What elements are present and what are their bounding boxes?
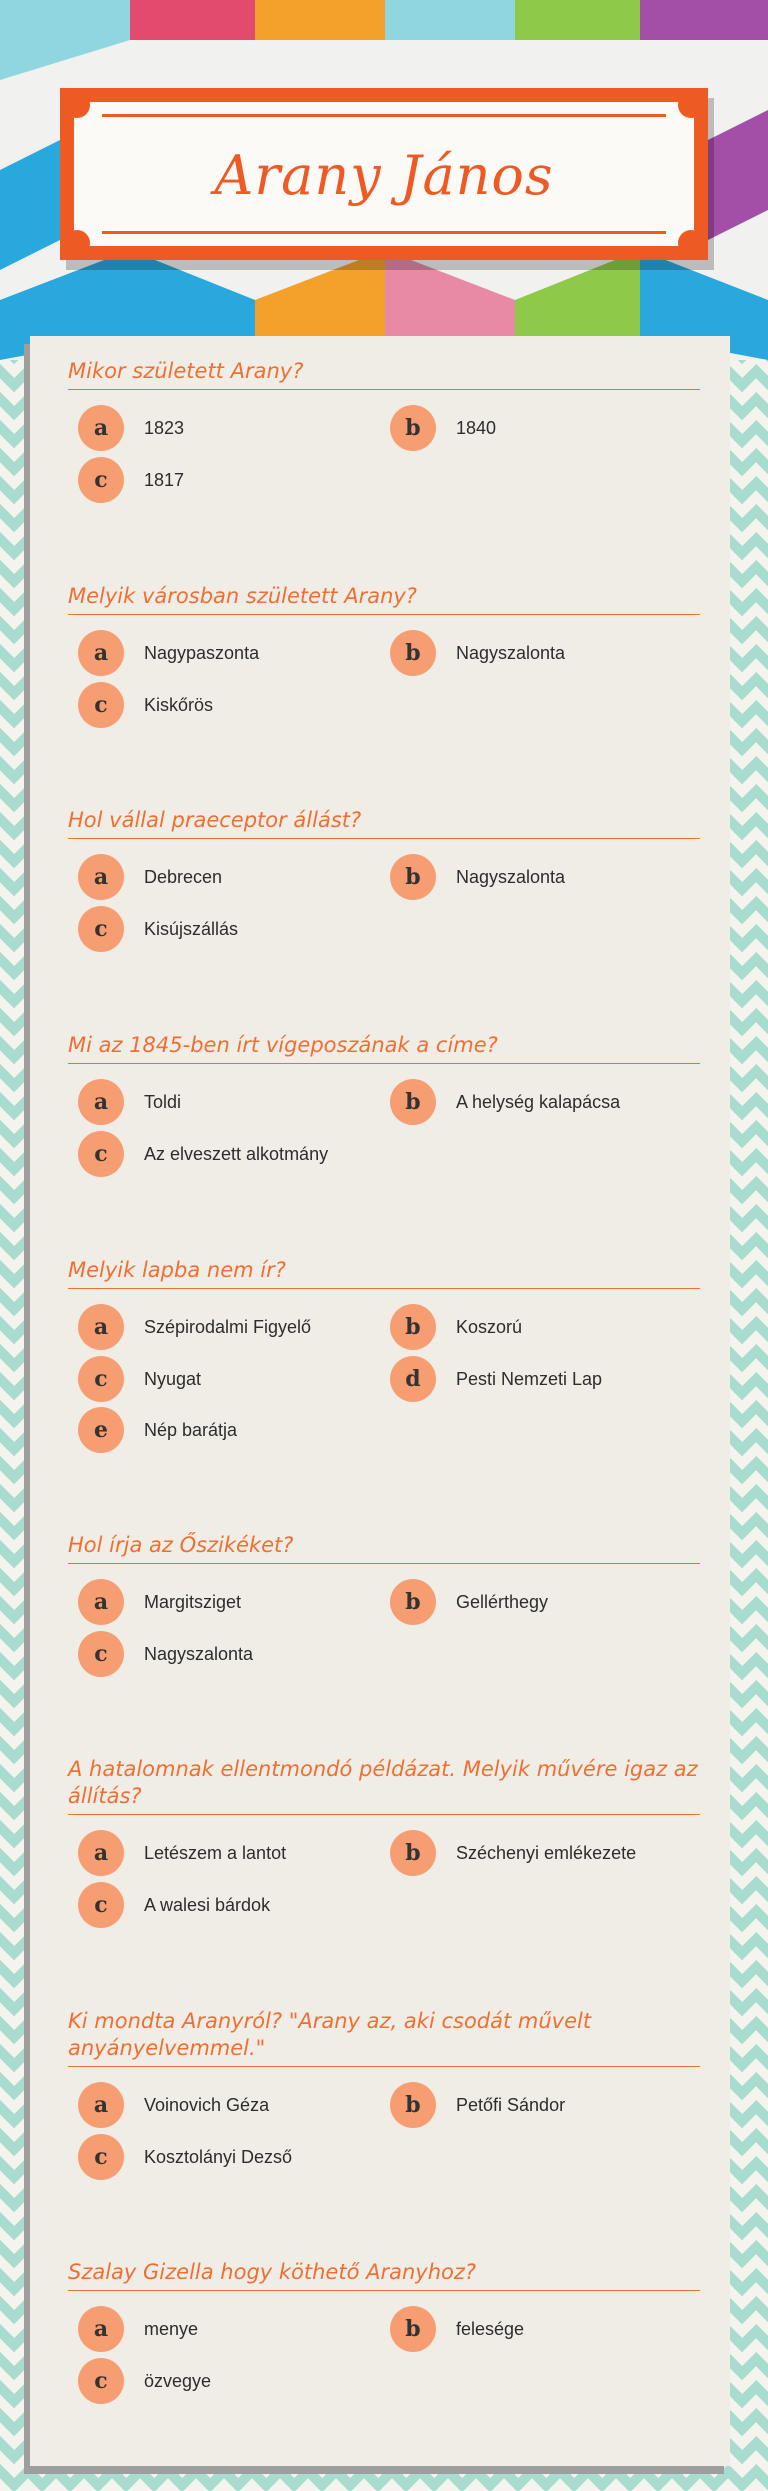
- answer-option[interactable]: [390, 404, 496, 452]
- answer-letter-badge: a: [78, 405, 124, 451]
- question-4: [68, 1032, 700, 1178]
- answer-label: Debrecen: [144, 866, 223, 887]
- answer-letter-badge: a: [78, 2082, 124, 2128]
- question-7: [68, 1756, 700, 1929]
- answer-label: Szépirodalmi Figyelő: [144, 1316, 312, 1337]
- answer-option[interactable]: [78, 2081, 269, 2129]
- question-title: Melyik lapba nem ír?: [68, 1257, 700, 1289]
- page-title: Arany János: [214, 144, 554, 207]
- answer-letter-badge: c: [78, 682, 124, 728]
- answer-letter-badge: c: [78, 457, 124, 503]
- answer-letter-badge: b: [390, 1830, 436, 1876]
- answer-label: Kisújszállás: [144, 918, 239, 939]
- answer-letter-badge: a: [78, 1579, 124, 1625]
- answer-letter-badge: c: [78, 906, 124, 952]
- answer-label: Kosztolányi Dezső: [144, 2146, 293, 2167]
- title-top-rule: [102, 114, 666, 117]
- answer-label: Az elveszett alkotmány: [144, 1143, 329, 1164]
- answer-option[interactable]: [78, 1829, 286, 1877]
- answer-label: Letészem a lantot: [144, 1842, 287, 1863]
- answer-option[interactable]: [78, 2133, 292, 2181]
- answer-label: Nagyszalonta: [144, 1643, 254, 1664]
- question-title: Ki mondta Aranyról? "Arany az, aki csodát művelt anyányelvemmel.": [68, 2008, 700, 2067]
- title-corner: [678, 230, 704, 256]
- answer-label: 1823: [144, 417, 185, 438]
- answer-label: Nép barátja: [144, 1419, 238, 1440]
- question-6: [68, 1532, 700, 1678]
- answer-option[interactable]: [78, 629, 259, 677]
- answer-letter-badge: b: [390, 2306, 436, 2352]
- question-title: Hol írja az Őszikéket?: [68, 1532, 700, 1564]
- answer-option[interactable]: [390, 1578, 548, 1626]
- answer-option[interactable]: [78, 1881, 270, 1929]
- answer-option[interactable]: [78, 1130, 328, 1178]
- answer-option[interactable]: [78, 681, 213, 729]
- title-bottom-rule: [102, 231, 666, 234]
- answer-letter-badge: b: [390, 1579, 436, 1625]
- title-corner: [678, 92, 704, 118]
- answer-label: Nagyszalonta: [456, 642, 566, 663]
- answer-letter-badge: b: [390, 1304, 436, 1350]
- answer-option[interactable]: [78, 1303, 311, 1351]
- answer-option[interactable]: [390, 1829, 636, 1877]
- question-title: A hatalomnak ellentmondó példázat. Melyik művére igaz az állítás?: [68, 1756, 700, 1815]
- answer-label: 1817: [144, 469, 185, 490]
- answer-option[interactable]: [78, 2305, 198, 2353]
- title-corner: [64, 92, 90, 118]
- answer-letter-badge: b: [390, 1079, 436, 1125]
- answer-option[interactable]: [78, 853, 222, 901]
- answer-option[interactable]: [78, 1406, 237, 1454]
- answer-label: Nyugat: [144, 1368, 202, 1389]
- answer-option[interactable]: [78, 404, 184, 452]
- answer-letter-badge: a: [78, 1304, 124, 1350]
- answer-label: Nagypaszonta: [144, 642, 260, 663]
- answer-letter-badge: b: [390, 630, 436, 676]
- answer-letter-badge: c: [78, 1356, 124, 1402]
- answer-label: Petőfi Sándor: [456, 2094, 566, 2115]
- answer-letter-badge: d: [390, 1356, 436, 1402]
- answer-letter-badge: c: [78, 1882, 124, 1928]
- question-title: Mi az 1845-ben írt vígeposzának a címe?: [68, 1032, 700, 1064]
- answer-option[interactable]: [78, 456, 184, 504]
- question-8: [68, 2008, 700, 2181]
- question-title: Hol vállal praeceptor állást?: [68, 807, 700, 839]
- answer-label: özvegye: [144, 2370, 212, 2391]
- answer-letter-badge: a: [78, 630, 124, 676]
- answer-letter-badge: c: [78, 2358, 124, 2404]
- answer-label: Margitsziget: [144, 1591, 242, 1612]
- answer-letter-badge: b: [390, 854, 436, 900]
- answer-label: A helység kalapácsa: [456, 1091, 621, 1112]
- answer-label: felesége: [456, 2318, 525, 2339]
- question-title: Mikor született Arany?: [68, 358, 700, 390]
- question-title: Szalay Gizella hogy köthető Aranyhoz?: [68, 2259, 700, 2291]
- answer-letter-badge: a: [78, 1830, 124, 1876]
- answer-letter-badge: a: [78, 1079, 124, 1125]
- question-5: [68, 1257, 700, 1453]
- answer-option[interactable]: [78, 905, 238, 953]
- answer-label: Koszorú: [456, 1316, 523, 1337]
- title-card-inner: [74, 102, 694, 246]
- answer-option[interactable]: [78, 1355, 201, 1403]
- answer-option[interactable]: [78, 1630, 253, 1678]
- answer-letter-badge: c: [78, 1631, 124, 1677]
- answer-label: Gellérthegy: [456, 1591, 549, 1612]
- answer-letter-badge: c: [78, 2134, 124, 2180]
- answer-option[interactable]: [390, 1355, 602, 1403]
- answer-letter-badge: b: [390, 2082, 436, 2128]
- answer-label: Nagyszalonta: [456, 866, 566, 887]
- answer-label: Toldi: [144, 1091, 182, 1112]
- answer-letter-badge: a: [78, 854, 124, 900]
- answer-option[interactable]: [78, 1578, 241, 1626]
- question-1: [68, 358, 700, 504]
- answer-letter-badge: e: [78, 1407, 124, 1453]
- answer-option[interactable]: [390, 2081, 565, 2129]
- answer-label: Széchenyi emlékezete: [456, 1842, 637, 1863]
- question-2: [68, 583, 700, 729]
- answer-label: A walesi bárdok: [144, 1894, 271, 1915]
- answer-label: 1840: [456, 417, 497, 438]
- answer-option[interactable]: [390, 853, 565, 901]
- question-3: [68, 807, 700, 953]
- answer-option[interactable]: [78, 1078, 181, 1126]
- title-card: [60, 88, 708, 260]
- question-9: [68, 2259, 700, 2405]
- answer-label: menye: [144, 2318, 199, 2339]
- answer-letter-badge: b: [390, 405, 436, 451]
- quiz-panel: [30, 336, 730, 2466]
- answer-option[interactable]: [390, 629, 565, 677]
- answer-label: Pesti Nemzeti Lap: [456, 1368, 603, 1389]
- answer-label: Voinovich Géza: [144, 2094, 270, 2115]
- answer-option[interactable]: [390, 2305, 524, 2353]
- answer-letter-badge: a: [78, 2306, 124, 2352]
- answer-option[interactable]: [390, 1303, 522, 1351]
- answer-label: Kiskőrös: [144, 694, 214, 715]
- answer-option[interactable]: [78, 2357, 211, 2405]
- answer-letter-badge: c: [78, 1131, 124, 1177]
- question-title: Melyik városban született Arany?: [68, 583, 700, 615]
- answer-option[interactable]: [390, 1078, 620, 1126]
- title-corner: [64, 230, 90, 256]
